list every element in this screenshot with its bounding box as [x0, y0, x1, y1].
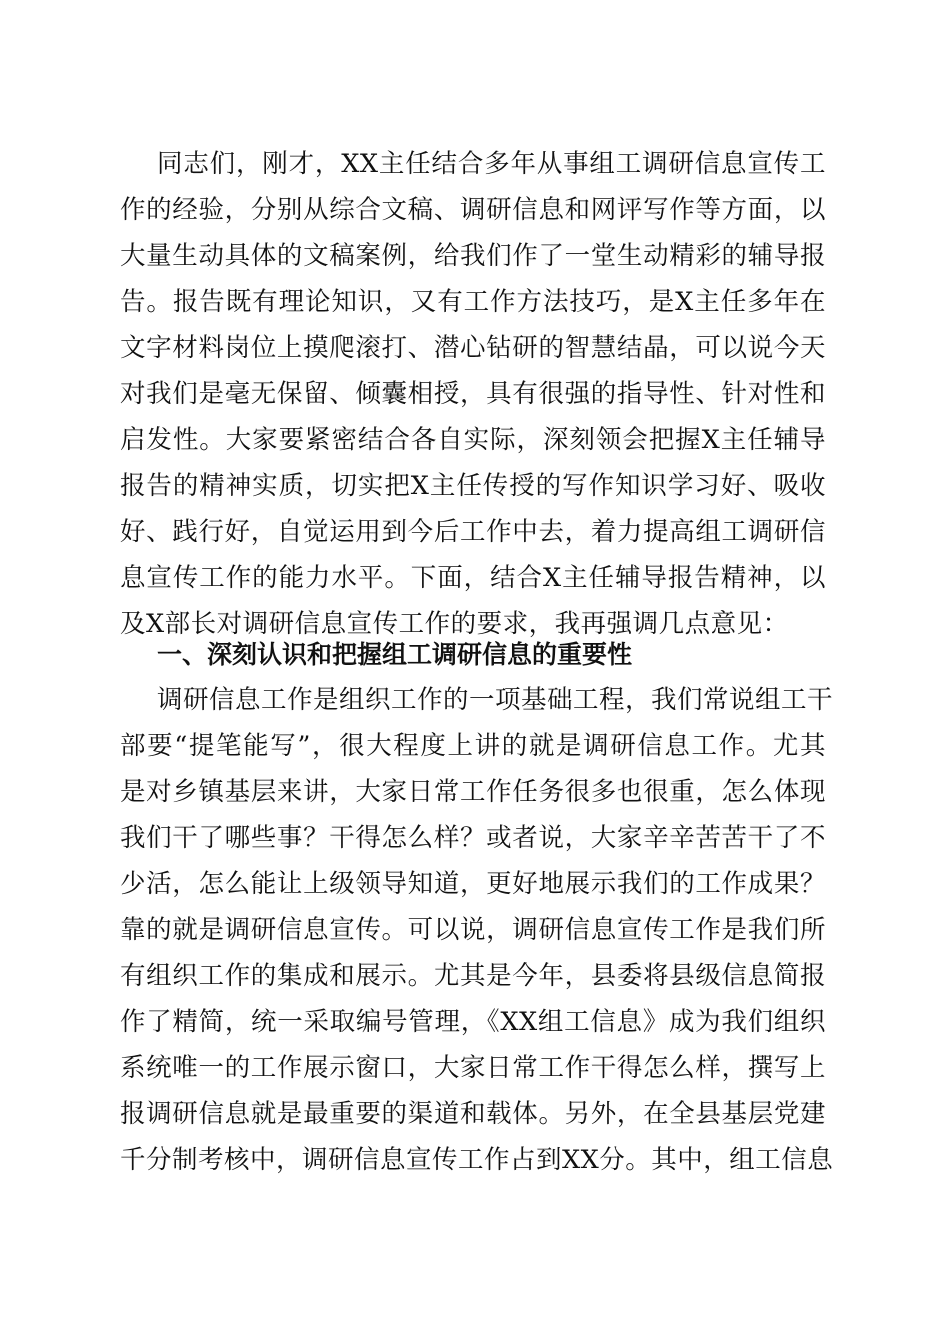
paragraph-1-line: 告。报告既有理论知识，又有工作方法技巧，是X主任多年在: [120, 287, 826, 317]
paragraph-1-line: 文字材料岗位上摸爬滚打、潜心钻研的智慧结晶，可以说今天: [120, 333, 826, 363]
paragraph-2-line: 部要“提笔能写”，很大程度上讲的就是调研信息工作。尤其: [120, 731, 826, 761]
section-heading: 一、深刻认识和把握组工调研信息的重要性: [157, 640, 633, 669]
paragraph-1-line: 报告的精神实质，切实把X主任传授的写作知识学习好、吸收: [120, 471, 826, 501]
paragraph-2-line: 我们干了哪些事？干得怎么样？或者说，大家辛辛苦苦干了不: [120, 823, 826, 853]
paragraph-2-line: 靠的就是调研信息宣传。可以说，调研信息宣传工作是我们所: [120, 915, 826, 945]
paragraph-2-line: 调研信息工作是组织工作的一项基础工程，我们常说组工干: [157, 685, 834, 715]
paragraph-2-line: 作了精简，统一采取编号管理，《XX组工信息》成为我们组织: [120, 1007, 826, 1037]
paragraph-2-line: 有组织工作的集成和展示。尤其是今年，县委将县级信息简报: [120, 961, 826, 991]
paragraph-2-line: 是对乡镇基层来讲，大家日常工作任务很多也很重，怎么体现: [120, 777, 826, 807]
paragraph-1-line: 同志们，刚才，XX主任结合多年从事组工调研信息宣传工: [157, 149, 826, 179]
paragraph-1-line: 对我们是毫无保留、倾囊相授，具有很强的指导性、针对性和: [120, 379, 826, 409]
paragraph-2-line: 少活，怎么能让上级领导知道，更好地展示我们的工作成果？: [120, 869, 826, 899]
paragraph-1-line: 作的经验，分别从综合文稿、调研信息和网评写作等方面，以: [120, 195, 826, 225]
paragraph-2-line: 千分制考核中，调研信息宣传工作占到XX分。其中，组工信息: [120, 1145, 834, 1175]
paragraph-1-line: 息宣传工作的能力水平。下面，结合X主任辅导报告精神，以: [120, 563, 826, 593]
paragraph-1-line: 启发性。大家要紧密结合各自实际，深刻领会把握X主任辅导: [120, 425, 826, 455]
paragraph-1-line: 好、践行好，自觉运用到今后工作中去，着力提高组工调研信: [120, 517, 826, 547]
paragraph-2-line: 报调研信息就是最重要的渠道和载体。另外，在全县基层党建: [120, 1099, 826, 1129]
paragraph-2-line: 系统唯一的工作展示窗口，大家日常工作干得怎么样，撰写上: [120, 1053, 826, 1083]
paragraph-1-line: 及X部长对调研信息宣传工作的要求，我再强调几点意见：: [120, 609, 789, 639]
paragraph-1-line: 大量生动具体的文稿案例，给我们作了一堂生动精彩的辅导报: [120, 241, 826, 271]
